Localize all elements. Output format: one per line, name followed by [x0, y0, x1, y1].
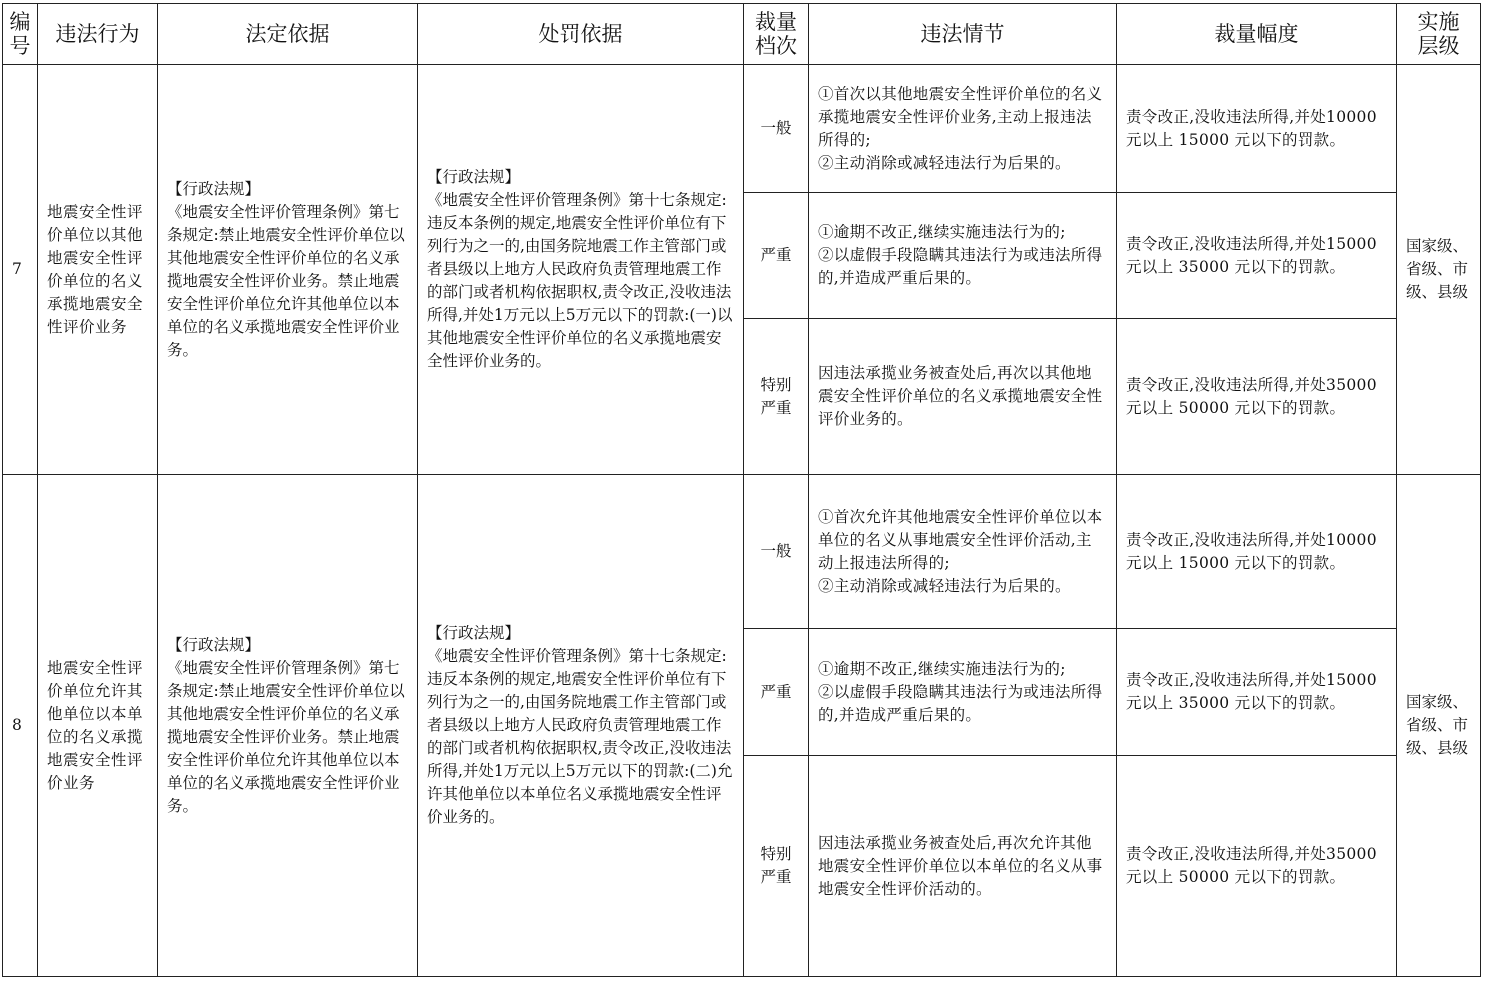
violation-cell: 地震安全性评价单位允许其他单位以本单位的名义承揽地震安全性评价业务 — [38, 475, 158, 977]
tier-circumstances: 因违法承揽业务被查处后,再次允许其他地震安全性评价单位以本单位的名义从事地震安全性评价活动的。 — [809, 756, 1117, 977]
tier-level: 特别 严重 — [744, 319, 809, 475]
header-level: 裁量 档次 — [744, 4, 809, 65]
tier-range: 责令改正,没收违法所得,并处35000 元以上 50000 元以下的罚款。 — [1117, 319, 1397, 475]
tier-range: 责令改正,没收违法所得,并处15000 元以上 35000 元以下的罚款。 — [1117, 193, 1397, 319]
tier-circumstances: 因违法承揽业务被查处后,再次以其他地震安全性评价单位的名义承揽地震安全性评价业务的。 — [809, 319, 1117, 475]
header-row — [3, 4, 1481, 65]
implementation-cell: 国家级、省级、市级、县级 — [1397, 65, 1481, 475]
table-row — [3, 65, 1481, 193]
header-violation: 违法行为 — [38, 4, 158, 65]
row-number: 8 — [3, 475, 38, 977]
tier-level: 严重 — [744, 193, 809, 319]
implementation-cell: 国家级、省级、市级、县级 — [1397, 475, 1481, 977]
penalty-basis-cell: 【行政法规】 《地震安全性评价管理条例》第十七条规定:违反本条例的规定,地震安全性评价单位有下列行为之一的,由国务院地震工作主管部门或者县级以上地方人民政府负责管理地震工作的部门或者机构依据职权,责令改正,没收违法所得,并处1万元以上5万元以下的罚款:(二)允许其他单位以本单位名义承揽地震安全性评价业务的。 — [418, 475, 744, 977]
table-row — [3, 475, 1481, 629]
penalty-discretion-table — [2, 3, 1481, 977]
legal-basis-cell: 【行政法规】 《地震安全性评价管理条例》第七条规定:禁止地震安全性评价单位以其他地震安全性评价单位的名义承揽地震安全性评价业务。禁止地震安全性评价单位允许其他单位以本单位的名义承揽地震安全性评价业务。 — [158, 65, 418, 475]
tier-level: 一般 — [744, 475, 809, 629]
legal-basis-cell: 【行政法规】 《地震安全性评价管理条例》第七条规定:禁止地震安全性评价单位以其他地震安全性评价单位的名义承揽地震安全性评价业务。禁止地震安全性评价单位允许其他单位以本单位的名义承揽地震安全性评价业务。 — [158, 475, 418, 977]
tier-level: 特别 严重 — [744, 756, 809, 977]
tier-circumstances: ①首次允许其他地震安全性评价单位以本单位的名义从事地震安全性评价活动,主动上报违法所得的; ②主动消除或减轻违法行为后果的。 — [809, 475, 1117, 629]
tier-range: 责令改正,没收违法所得,并处15000 元以上 35000 元以下的罚款。 — [1117, 629, 1397, 756]
tier-range: 责令改正,没收违法所得,并处35000 元以上 50000 元以下的罚款。 — [1117, 756, 1397, 977]
tier-circumstances: ①逾期不改正,继续实施违法行为的; ②以虚假手段隐瞒其违法行为或违法所得的,并造成严重后果的。 — [809, 629, 1117, 756]
header-number: 编 号 — [3, 4, 38, 65]
header-penalty-basis: 处罚依据 — [418, 4, 744, 65]
tier-range: 责令改正,没收违法所得,并处10000 元以上 15000 元以下的罚款。 — [1117, 475, 1397, 629]
header-circumstances: 违法情节 — [809, 4, 1117, 65]
header-implementation: 实施 层级 — [1397, 4, 1481, 65]
tier-circumstances: ①逾期不改正,继续实施违法行为的; ②以虚假手段隐瞒其违法行为或违法所得的,并造成严重后果的。 — [809, 193, 1117, 319]
violation-cell: 地震安全性评价单位以其他地震安全性评价单位的名义承揽地震安全性评价业务 — [38, 65, 158, 475]
tier-level: 一般 — [744, 65, 809, 193]
tier-range: 责令改正,没收违法所得,并处10000 元以上 15000 元以下的罚款。 — [1117, 65, 1397, 193]
tier-level: 严重 — [744, 629, 809, 756]
header-range: 裁量幅度 — [1117, 4, 1397, 65]
tier-circumstances: ①首次以其他地震安全性评价单位的名义承揽地震安全性评价业务,主动上报违法所得的; ②主动消除或减轻违法行为后果的。 — [809, 65, 1117, 193]
header-legal-basis: 法定依据 — [158, 4, 418, 65]
row-number: 7 — [3, 65, 38, 475]
penalty-basis-cell: 【行政法规】 《地震安全性评价管理条例》第十七条规定:违反本条例的规定,地震安全性评价单位有下列行为之一的,由国务院地震工作主管部门或者县级以上地方人民政府负责管理地震工作的部门或者机构依据职权,责令改正,没收违法所得,并处1万元以上5万元以下的罚款:(一)以其他地震安全性评价单位的名义承揽地震安全性评价业务的。 — [418, 65, 744, 475]
